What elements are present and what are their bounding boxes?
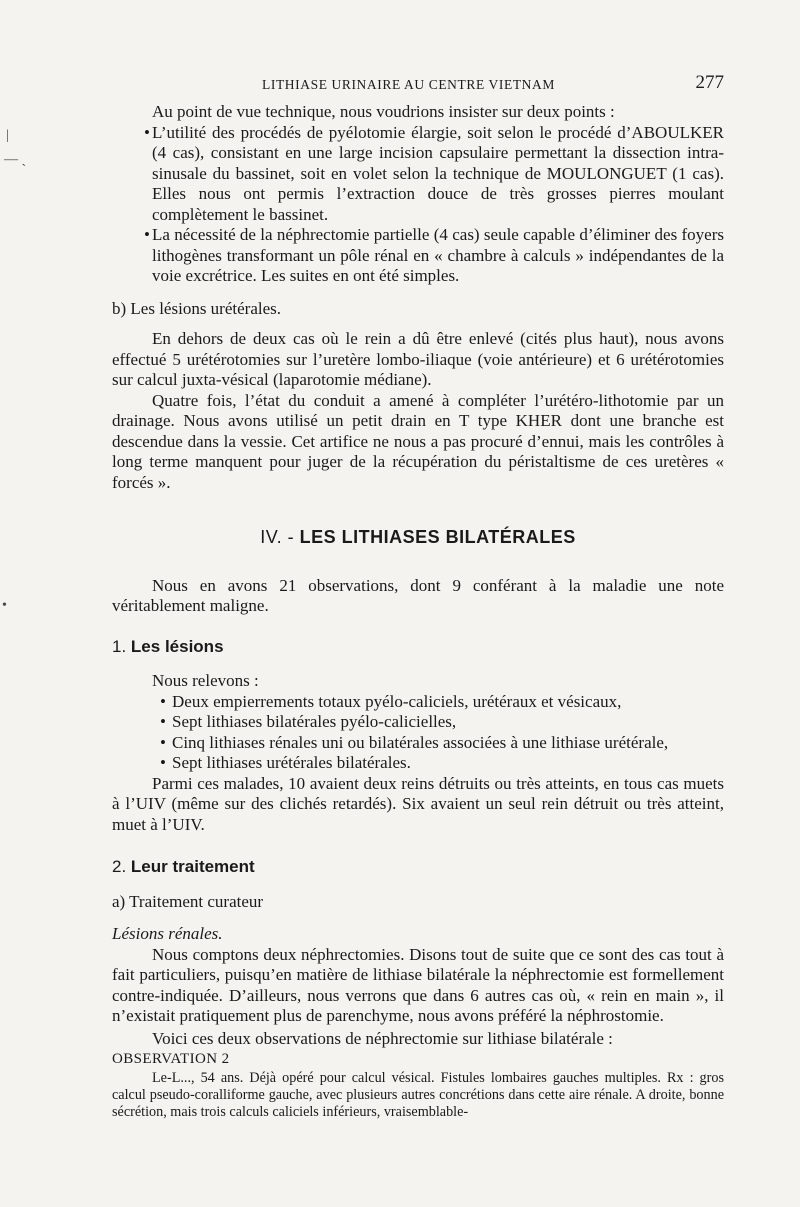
intro-paragraph: Au point de vue technique, nous voudrions insister sur deux points : [152, 102, 615, 121]
paragraph: Nous en avons 21 observations, dont 9 conférant à la maladie une note véritablement maligne. [112, 575, 724, 615]
paragraph: Quatre fois, l’état du conduit a amené à compléter l’urétéro-lithotomie par un drainage. Nous avons utilisé un petit drain en T type KHER dont une branche est descendue dans la vessie. Cet artifice ne nous a pas procuré d’ennui, mais les contrôles à long terme manquent pour juger de la récupération du péristaltisme de ces uretères « forcés ». [112, 390, 724, 492]
list-item: • Deux empierrements totaux pyélo-caliciels, urétéraux et vésicaux, [160, 691, 622, 711]
list-item: • Cinq lithiases rénales uni ou bilatérales associées à une lithiase urétérale, [160, 732, 669, 752]
lesion-list [112, 692, 724, 774]
list-item: • L’utilité des procédés de pyélotomie élargie, soit selon le procédé d’ABOULKER (4 cas), consistant en une large incision capsulaire permettant la dissection intra-sinusale du bassinet, soit en volet selon la technique de MOULONGUET (1 cas). Elles nous ont permis l’extraction douce de très grosses pierres moulant complètement le bassinet. [144, 122, 724, 224]
observation-title: OBSERVATION 2 [112, 1051, 230, 1067]
paragraph: Voici ces deux observations de néphrectomie sur lithiase bilatérale : [152, 1028, 613, 1048]
technique-points [112, 123, 724, 287]
bullet-icon: • [160, 732, 166, 752]
margin-mark: • [2, 598, 7, 613]
page-number: 277 [695, 72, 724, 93]
bullet-icon: • [144, 122, 150, 142]
sub-heading: a) Traitement curateur [112, 891, 264, 911]
list-item: • Sept lithiases bilatérales pyélo-calicielles, [160, 712, 457, 731]
subsection-heading: 2. Leur traitement [112, 857, 255, 876]
margin-mark: — ˎ [4, 152, 27, 167]
bullet-icon: • [160, 753, 166, 772]
running-title: LITHIASE URINAIRE AU CENTRE VIETNAM [262, 77, 555, 92]
bullet-icon: • [144, 225, 150, 244]
section-b-heading: b) Les lésions urétérales. [112, 298, 281, 318]
paragraph: Nous comptons deux néphrectomies. Disons tout de suite que ce sont des cas tout à fait particuliers, puisqu’en matière de lithiase bilatérale la néphrectomie est formellement contre-indiquée. D’ailleurs, nous verrons que dans 6 autres cas où, « rein en main », il n’existait pratiquement plus de parenchyme, nous avons préféré la néphrostomie. [112, 944, 724, 1025]
paragraph: Parmi ces malades, 10 avaient deux reins détruits ou très atteints, en tous cas muets à l’UIV (même sur des clichés retardés). Six avaient un seul rein détruit ou très atteint, muet à l’UIV. [112, 773, 724, 834]
page-body [112, 102, 724, 1121]
paragraph: Nous relevons : [152, 671, 259, 690]
section-heading: IV. - LES LITHIASES BILATÉRALES [260, 527, 576, 547]
list-item: • La nécessité de la néphrectomie partielle (4 cas) seule capable d’éliminer des foyers lithogènes transformant un pôle rénal en « chambre à calculs » indépendantes de la voie excrétrice. Les suites en ont été simples. [144, 225, 724, 285]
margin-mark: | [6, 128, 9, 143]
sub-heading-italic: Lésions rénales. [112, 924, 223, 943]
bullet-icon: • [160, 712, 166, 731]
paragraph: En dehors de deux cas où le rein a dû être enlevé (cités plus haut), nous avons effectué 5 urétérotomies sur l’uretère lombo-iliaque (voie antérieure) et 6 urétérotomies sur calcul juxta-vésical (laparotomie médiane). [112, 329, 724, 389]
bullet-icon: • [160, 691, 166, 711]
observation-text: Le-L..., 54 ans. Déjà opéré pour calcul vésical. Fistules lombaires gauches multiples. Rx : gros calcul pseudo-coralliforme gauche, avec plusieurs autres concrétions dans cette aire rénale. A droite, bonne sécrétion, mais trois calculs caliciels inférieurs, vraisemblable- [112, 1069, 724, 1120]
list-item: • Sept lithiases urétérales bilatérales. [160, 753, 411, 772]
subsection-heading: 1. Les lésions [112, 636, 224, 656]
